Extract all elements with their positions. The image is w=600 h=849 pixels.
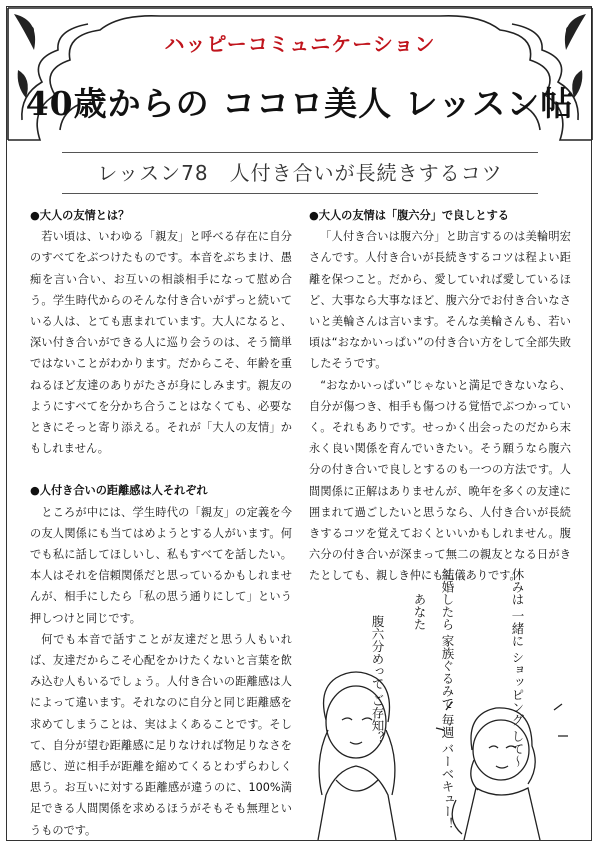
section-body: ところが中には、学生時代の「親友」の定義を今の友人関係にも当てはめようとする人がいます。何でも私に話してほしいし、私もすべてを話したい。本人はそれを信頼関係だと思っているかもしれませんが、相手にしたら「私の思う通りにして」という押しつけと同じです。 [30,505,292,625]
section-body: 「人付き合いは腹六分」と助言するのは美輪明宏さんです。人付き合いが長続きするコツは程よい距離を保つこと。だから、愛していれば愛しているほど、大事なら大事なほど、腹六分でお付き合いなさいと美輪さんは言います。そんな美輪さんも、若い頃は“おなかいっぱい”の付き合い方をして全部失敗したそうです。 [309,230,571,371]
speech-bubble-right-shopping: 休みは 一緒に ショッピング して～ [510,568,525,768]
header-ornament [0,0,600,150]
section-heading: ●人付き合いの距離感は人それぞれ [30,484,208,498]
section-body: 若い頃は、いわゆる「親友」と呼べる存在に自分のすべてをぶつけたものです。本音をぶちまけ、愚痴を言い合い、お互いの相談相手になって慰め合う。学生時代からのそんな付き合いがずっと続いている人は、とても恵まれています。大人になると、深い付き合いができる人に巡り会うのは、そう簡単ではないことがわかります。だからこそ、年齢を重ねるほど友達のありがたさが身にしみます。親友のようにすべてを分かち合うことはなくても、必要なときにそっと寄り添える。それが「大人の友情」かもしれません。 [30,230,292,456]
series-subtitle: ハッピーコミュニケーション [164,32,436,56]
section-body: “おなかいっぱい”じゃないと満足できないなら、自分が傷つき、相手も傷つける覚悟でぶつかっていく。それもありです。せっかく出会ったのだから末永く良い関係を育んでいきたい。そう願うなら腹六分の付き合いで良しとするのも一つの方法です。人間関係に正解はありませんが、晩年を多くの友達に囲まれて過ごしたいと思うなら、人付き合いが長続きするコツを覚えておくといいかもしれません。腹六分の付き合いが深まって無二の親友となる日がきたとしても、親しき仲にも礼儀ありです。 [309,378,571,583]
lesson-title: レッスン78 人付き合いが長続きするコツ [62,152,538,194]
section-body: 何でも本音で話すことが友達だと思う人もいれば、友達だからこそ心配をかけたくないと言葉を飲み込む人もいるでしょう。人付き合いの距離感は人によって違います。それなのに自分と同じ距離感を求めてしまうことは、実はよくあることです。そして、自分が望む距離感に足りなければ物足りなさを感じ、逆に相手が距離を縮めてくるとわずらわしく思う。お互いに対する距離感が違うのに、100%満足できる人間関係を求めるほうがそもそも無理というものです。 [30,632,292,837]
speech-bubble-left-question: 腹六分めって ご存知？ [370,615,385,744]
section-heading: ●大人の友情は「腹六分」で良しとする [309,209,509,222]
speech-bubble-left-address: あなた [412,593,427,631]
page-title: 40歳からの ココロ美人 レッスン帖 [25,84,575,123]
left-column [30,205,292,841]
section-heading: ●大人の友情とは？ [30,209,130,222]
right-column [309,205,571,587]
speech-bubble-right-marriage: 結婚したら 家族ぐるみで 毎週 バーベキュー！ [440,568,455,830]
